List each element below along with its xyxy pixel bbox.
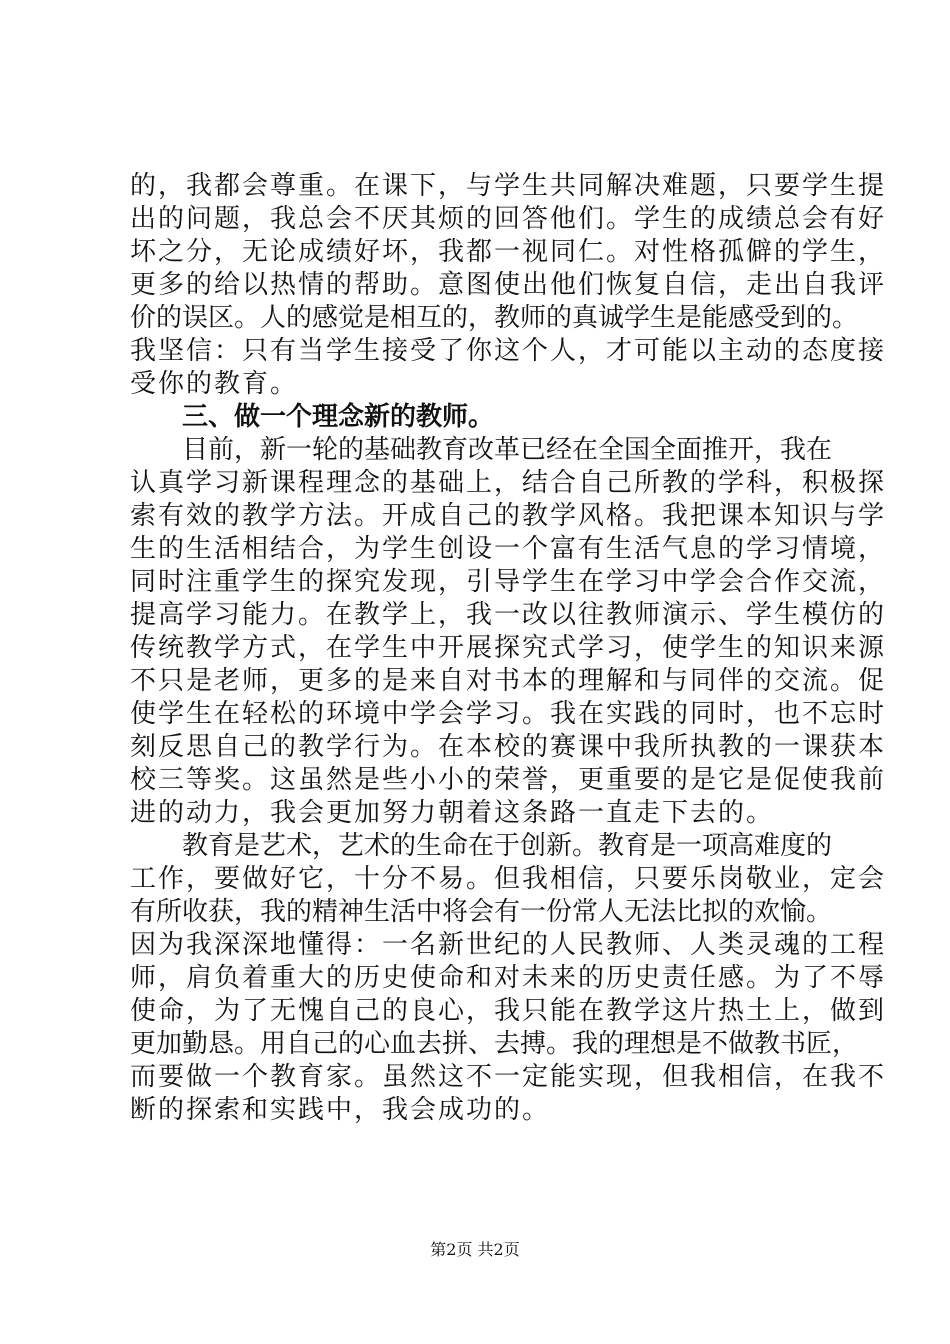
text-line: 工作，要做好它，十分不易。但我相信，只要乐岗敬业，定会	[130, 864, 887, 894]
text-line: 因为我深深地懂得：一名新世纪的人民教师、人类灵魂的工程	[130, 930, 887, 960]
text-line: 生的生活相结合，为学生创设一个富有生活气息的学习情境，	[130, 534, 887, 564]
text-line: 使命，为了无愧自己的良心，我只能在教学这片热土上，做到	[130, 996, 887, 1026]
text-line: 教育是艺术，艺术的生命在于创新。教育是一项高难度的	[182, 831, 833, 861]
text-line: 受你的教育。	[130, 369, 299, 399]
text-line: 断的探索和实践中，我会成功的。	[130, 1095, 551, 1125]
text-line: 价的误区。人的感觉是相互的，教师的真诚学生是能感受到的。	[130, 303, 859, 333]
body-text	[130, 170, 887, 1127]
text-line: 坏之分，无论成绩好坏，我都一视同仁。对性格孤僻的学生，	[130, 237, 887, 267]
text-line: 校三等奖。这虽然是些小小的荣誉，更重要的是它是促使我前	[130, 765, 887, 795]
text-line: 进的动力，我会更加努力朝着这条路一直走下去的。	[130, 798, 775, 828]
text-line: 提高学习能力。在教学上，我一改以往教师演示、学生模仿的	[130, 600, 887, 630]
text-line: 目前，新一轮的基础教育改革已经在全国全面推开，我在	[182, 435, 833, 465]
text-line: 使学生在轻松的环境中学会学习。我在实践的同时，也不忘时	[130, 699, 887, 729]
text-line: 索有效的教学方法。开成自己的教学风格。我把课本知识与学	[130, 501, 887, 531]
text-line: 传统教学方式，在学生中开展探究式学习，使学生的知识来源	[130, 633, 887, 663]
section-heading: 三、做一个理念新的教师。	[182, 402, 495, 432]
text-line: 而要做一个教育家。虽然这不一定能实现，但我相信，在我不	[130, 1062, 887, 1092]
text-line: 更多的给以热情的帮助。意图使出他们恢复自信，走出自我评	[130, 270, 887, 300]
text-line: 更加勤恳。用自己的心血去拼、去搏。我的理想是不做教书匠，	[130, 1029, 859, 1059]
text-line: 刻反思自己的教学行为。在本校的赛课中我所执教的一课获本	[130, 732, 887, 762]
text-line: 出的问题，我总会不厌其烦的回答他们。学生的成绩总会有好	[130, 204, 887, 234]
text-line: 同时注重学生的探究发现，引导学生在学习中学会合作交流，	[130, 567, 887, 597]
text-line: 我坚信：只有当学生接受了你这个人，才可能以主动的态度接	[130, 336, 887, 366]
text-line: 认真学习新课程理念的基础上，结合自己所教的学科，积极探	[130, 468, 887, 498]
page-footer: 第2页 共2页	[430, 1240, 520, 1259]
text-line: 的，我都会尊重。在课下，与学生共同解决难题，只要学生提	[130, 171, 887, 201]
text-line: 不只是老师，更多的是来自对书本的理解和与同伴的交流。促	[130, 666, 887, 696]
text-line: 有所收获，我的精神生活中将会有一份常人无法比拟的欢愉。	[130, 897, 833, 927]
text-line: 师，肩负着重大的历史使命和对未来的历史责任感。为了不辱	[130, 963, 887, 993]
